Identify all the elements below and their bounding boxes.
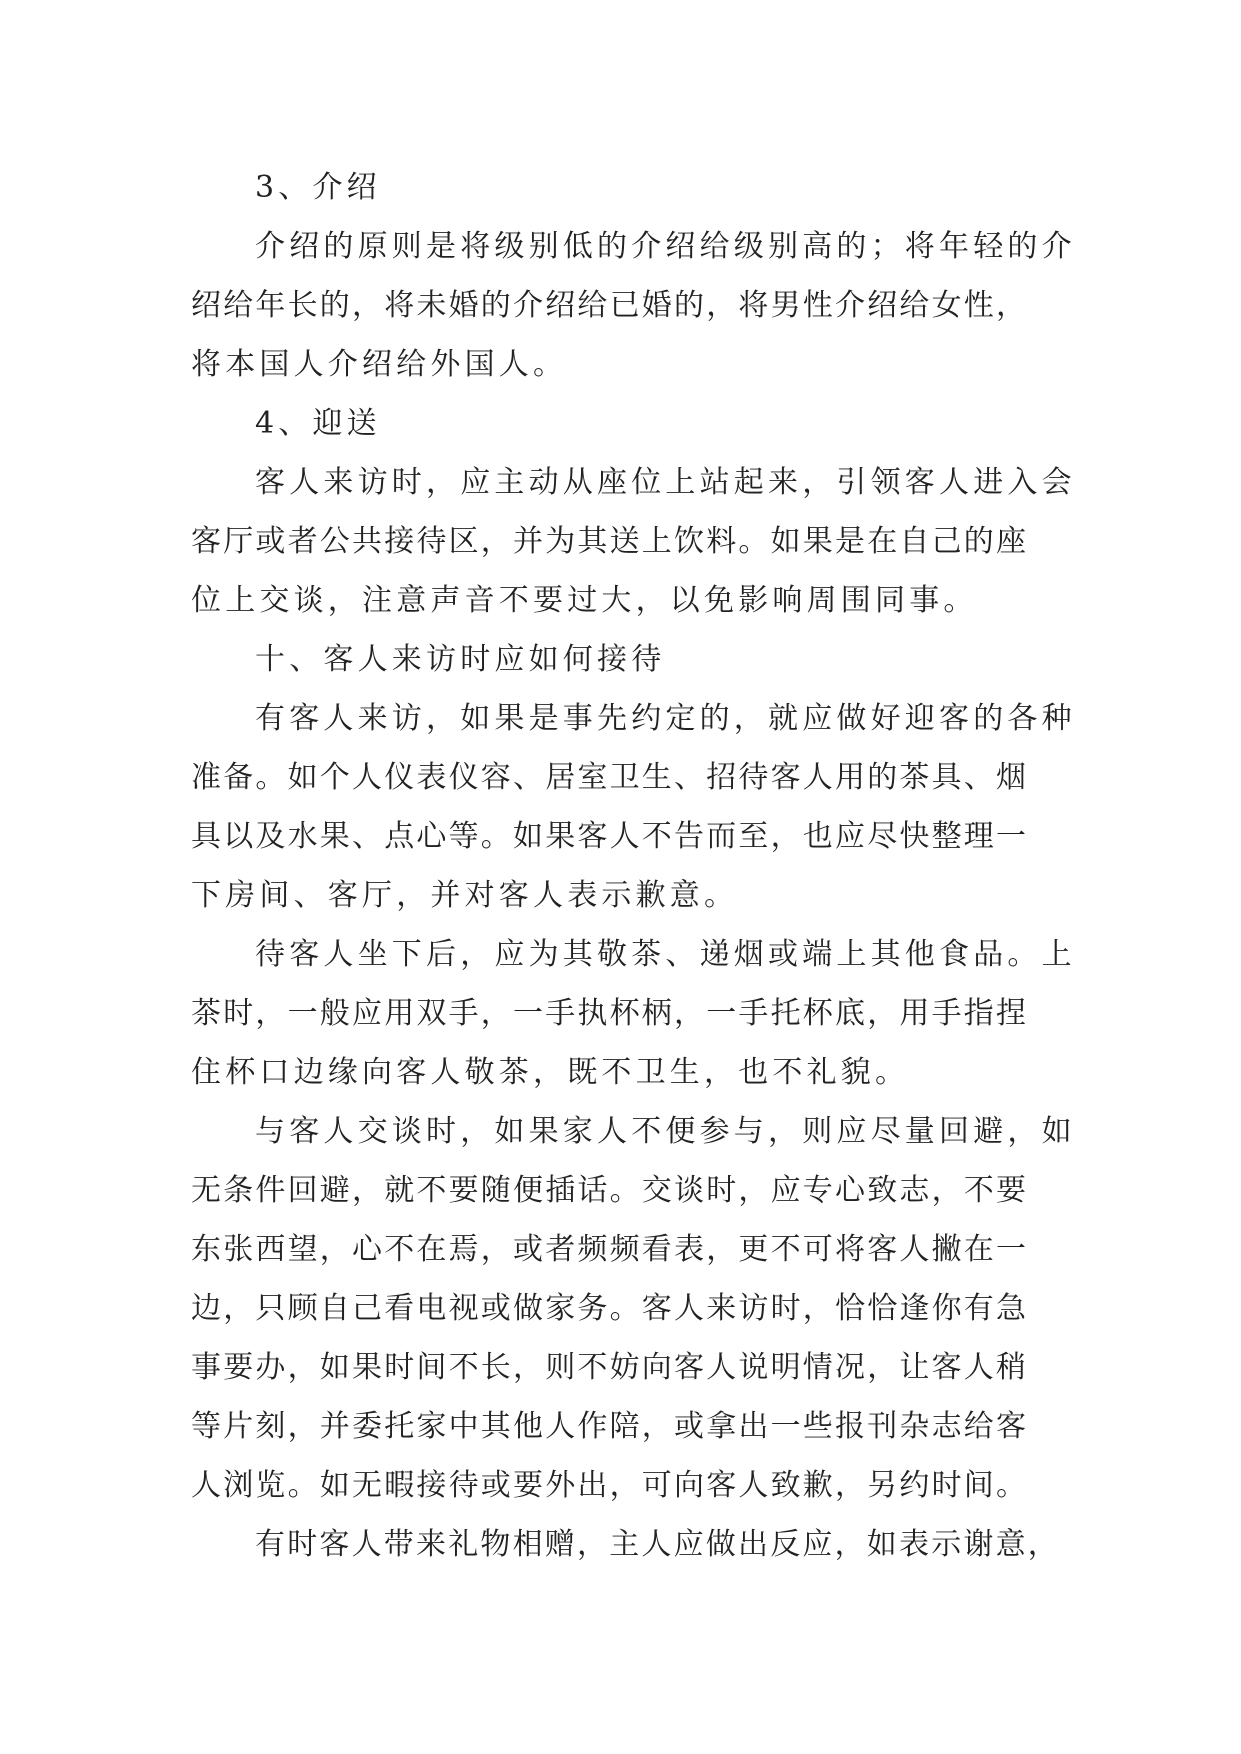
paragraph-line: 有客人来访，如果是事先约定的，就应做好迎客的各种 <box>255 701 1076 736</box>
paragraph-line: 准备。如个人仪表仪容、居室卫生、招待客人用的茶具、烟 <box>191 760 1029 795</box>
paragraph-line: 事要办，如果时间不长，则不妨向客人说明情况，让客人稍 <box>191 1350 1029 1385</box>
paragraph-line: 人浏览。如无暇接待或要外出，可向客人致歉，另约时间。 <box>191 1468 1029 1503</box>
paragraph-line: 待客人坐下后，应为其敬茶、递烟或端上其他食品。上 <box>255 937 1076 972</box>
paragraph-line: 无条件回避，就不要随便插话。交谈时，应专心致志，不要 <box>191 1173 1029 1208</box>
paragraph-line: 将本国人介绍给外国人。 <box>191 347 568 382</box>
paragraph-line: 住杯口边缘向客人敬茶，既不卫生，也不礼貌。 <box>191 1055 910 1090</box>
paragraph-line: 介绍的原则是将级别低的介绍给级别高的；将年轻的介 <box>255 229 1076 264</box>
paragraph-line: 等片刻，并委托家中其他人作陪，或拿出一些报刊杂志给客 <box>191 1409 1029 1444</box>
paragraph-line: 客厅或者公共接待区，并为其送上饮料。如果是在自己的座 <box>191 524 1029 559</box>
paragraph-line: 位上交谈，注意声音不要过大，以免影响周围同事。 <box>191 583 978 618</box>
section-heading-introduction: 3、介绍 <box>255 170 381 205</box>
paragraph-line: 边，只顾自己看电视或做家务。客人来访时，恰恰逢你有急 <box>191 1291 1029 1326</box>
paragraph-line: 有时客人带来礼物相赠，主人应做出反应，如表示谢意， <box>255 1527 1060 1562</box>
document-body <box>191 158 1076 1574</box>
paragraph-line: 下房间、客厅，并对客人表示歉意。 <box>191 878 739 913</box>
paragraph-line: 茶时，一般应用双手，一手执杯柄，一手托杯底，用手指捏 <box>191 996 1029 1031</box>
paragraph-line: 东张西望，心不在焉，或者频频看表，更不可将客人撇在一 <box>191 1232 1029 1267</box>
paragraph-line: 绍给年长的，将未婚的介绍给已婚的，将男性介绍给女性， <box>191 288 1029 323</box>
paragraph-line: 具以及水果、点心等。如果客人不告而至，也应尽快整理一 <box>191 819 1029 854</box>
section-heading-hosting-visitors: 十、客人来访时应如何接待 <box>255 642 666 677</box>
paragraph-line: 客人来访时，应主动从座位上站起来，引领客人进入会 <box>255 465 1076 500</box>
section-heading-reception: 4、迎送 <box>255 406 381 441</box>
paragraph-line: 与客人交谈时，如果家人不便参与，则应尽量回避，如 <box>255 1114 1076 1149</box>
